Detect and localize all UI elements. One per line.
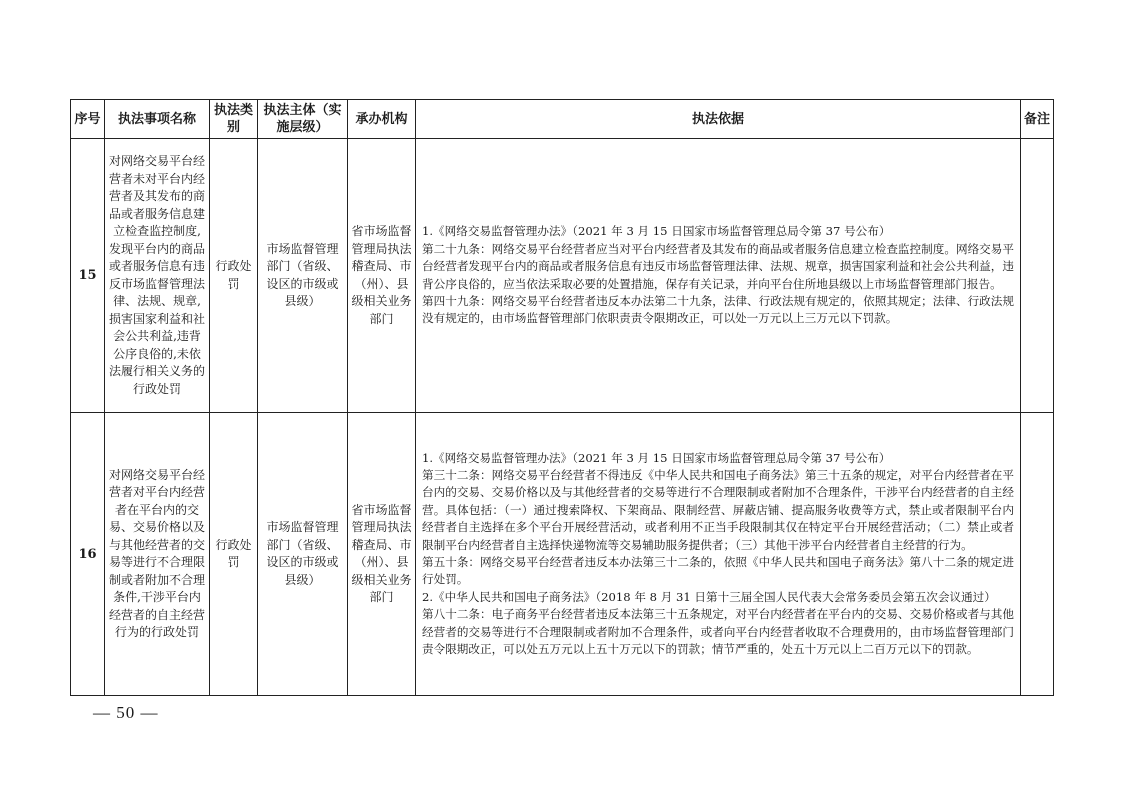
header-seq: 序号 xyxy=(71,100,105,139)
row-remark xyxy=(1021,413,1054,696)
page-number: — 50 — xyxy=(93,703,159,722)
row-subject: 市场监督管理部门（省级、设区的市级或县级） xyxy=(258,139,348,413)
row-agency: 省市场监督管理局执法稽查局、市（州）、县级相关业务部门 xyxy=(348,413,416,696)
header-row xyxy=(71,100,1054,139)
row-category: 行政处罚 xyxy=(210,139,258,413)
basis-paragraph: 第五十条：网络交易平台经营者违反本办法第三十二条的，依照《中华人民共和国电子商务法》第八十二条的规定进行处罚。 xyxy=(422,555,1014,587)
row-agency: 省市场监督管理局执法稽查局、市（州）、县级相关业务部门 xyxy=(348,139,416,413)
basis-paragraph: 1.《网络交易监督管理办法》（2021 年 3 月 15 日国家市场监督管理总局令第 37 号公布） xyxy=(422,224,891,239)
header-item: 执法事项名称 xyxy=(105,100,210,139)
row-basis xyxy=(416,413,1021,696)
header-subject: 执法主体（实施层级） xyxy=(258,100,348,139)
table-row xyxy=(71,139,1054,413)
basis-paragraph: 第二十九条：网络交易平台经营者应当对平台内经营者及其发布的商品或者服务信息建立检查监控制度。网络交易平台经营者发现平台内的商品或者服务信息有违反市场监督管理法律、法规、规章，损害国家利益和社会公共利益，违背公序良俗的，应当依法采取必要的处置措施，保存有关记录，并向平台住所地县级以上市场监督管理部门报告。 xyxy=(422,241,1014,291)
basis-paragraph: 第八十二条：电子商务平台经营者违反本法第三十五条规定，对平台内经营者在平台内的交易、交易价格或者与其他经营者的交易等进行不合理限制或者附加不合理条件，或者向平台内经营者收取不合理费用的，由市场监督管理部门责令限期改正，可以处五万元以上五十万元以下的罚款；情节严重的，处五十万元以上二百万元以下的罚款。 xyxy=(422,607,1014,657)
row-subject: 市场监督管理部门（省级、设区的市级或县级） xyxy=(258,413,348,696)
header-basis: 执法依据 xyxy=(416,100,1021,139)
row-item-name: 对网络交易平台经营者未对平台内经营者及其发布的商品或者服务信息建立检查监控制度,发现平台内的商品或者服务信息有违反市场监督管理法律、法规、规章,损害国家利益和社会公共利益,违背公序良俗的,未依法履行相关义务的行政处罚 xyxy=(105,139,210,413)
table-row xyxy=(71,413,1054,696)
basis-paragraph: 2.《中华人民共和国电子商务法》（2018 年 8 月 31 日第十三届全国人民代表大会常务委员会第五次会议通过） xyxy=(422,589,996,604)
row-seq: 16 xyxy=(71,413,105,696)
basis-paragraph: 第三十二条：网络交易平台经营者不得违反《中华人民共和国电子商务法》第三十五条的规定，对平台内经营者在平台内的交易、交易价格以及与其他经营者的交易等进行不合理限制或者附加不合理条件，干涉平台内经营者的自主经营。具体包括：（一）通过搜索降权、下架商品、限制经营、屏蔽店铺、提高服务收费等方式，禁止或者限制平台内经营者自主选择在多个平台开展经营活动，或者利用不正当手段限制其仅在特定平台开展经营活动；（二）禁止或者限制平台内经营者自主选择快递物流等交易辅助服务提供者；（三）其他干涉平台内经营者自主经营的行为。 xyxy=(422,467,1014,552)
basis-paragraph: 第四十九条：网络交易平台经营者违反本办法第二十九条，法律、行政法规有规定的，依照其规定；法律、行政法规没有规定的，由市场监督管理部门依职责责令限期改正，可以处一万元以上三万元以下罚款。 xyxy=(422,293,1014,326)
row-category: 行政处罚 xyxy=(210,413,258,696)
header-remark: 备注 xyxy=(1021,100,1054,139)
row-remark xyxy=(1021,139,1054,413)
enforcement-table xyxy=(70,99,1054,696)
header-category: 执法类别 xyxy=(210,100,258,139)
row-seq: 15 xyxy=(71,139,105,413)
row-item-name: 对网络交易平台经营者对平台内经营者在平台内的交易、交易价格以及与其他经营者的交易等进行不合理限制或者附加不合理条件,干涉平台内经营者的自主经营行为的行政处罚 xyxy=(105,413,210,696)
header-agency: 承办机构 xyxy=(348,100,416,139)
basis-paragraph: 1.《网络交易监督管理办法》（2021 年 3 月 15 日国家市场监督管理总局令第 37 号公布） xyxy=(422,450,891,465)
row-basis xyxy=(416,139,1021,413)
